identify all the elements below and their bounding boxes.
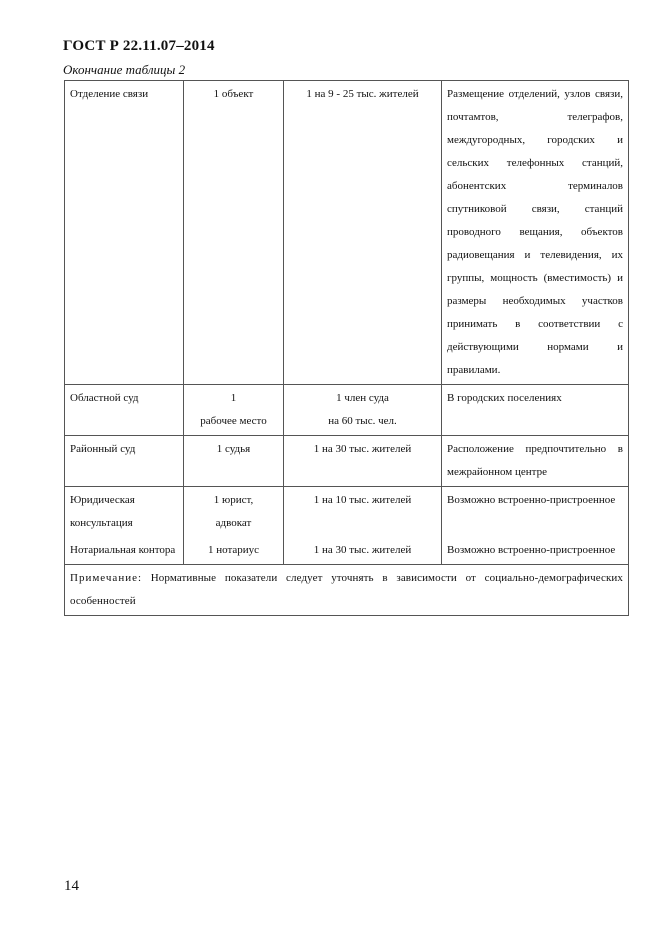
table-row bbox=[65, 487, 629, 538]
note-cell: Расположение предпочтительно в межрайонном центре bbox=[442, 436, 629, 487]
facility-name-cell: Отделение связи bbox=[65, 81, 184, 385]
note-cell: Размещение отделений, узлов связи, почтамтов, телеграфов, междугородных, городских и сельских телефонных станций, абонентских терминалов спутниковой связи, станций проводного вещания, объектов радиовещания и телевидения, их группы, мощность (вместимость) и размеры необходимых участков принимать в соответствии с действующими нормами и правилами. bbox=[442, 81, 629, 385]
table-row bbox=[65, 537, 629, 565]
unit-cell bbox=[184, 487, 284, 538]
facility-name-cell: Районный суд bbox=[65, 436, 184, 487]
footnote-text: Нормативные показатели следует уточнять в зависимости от социально-демографических особенностей bbox=[70, 572, 623, 607]
table-row bbox=[65, 436, 629, 487]
table-caption: Окончание таблицы 2 bbox=[63, 62, 186, 77]
unit-cell: 1 нотариус bbox=[184, 537, 284, 565]
unit-cell: 1 судья bbox=[184, 436, 284, 487]
unit-line: адвокат bbox=[215, 517, 252, 529]
facility-name-cell: Нотариальная контора bbox=[65, 537, 184, 565]
table-row bbox=[65, 385, 629, 436]
note-cell: Возможно встроенно-пристроенное bbox=[442, 487, 629, 538]
norm-cell: 1 на 30 тыс. жителей bbox=[284, 436, 442, 487]
norm-cell: 1 на 9 - 25 тыс. жителей bbox=[284, 81, 442, 385]
unit-cell bbox=[184, 385, 284, 436]
norm-cell: 1 на 10 тыс. жителей bbox=[284, 487, 442, 538]
unit-cell: 1 объект bbox=[184, 81, 284, 385]
norm-cell bbox=[284, 385, 442, 436]
norm-line: 1 член суда bbox=[336, 392, 389, 404]
note-cell: В городских поселениях bbox=[442, 385, 629, 436]
norms-table bbox=[64, 80, 629, 616]
table-footnote bbox=[65, 565, 629, 616]
note-cell: Возможно встроенно-пристроенное bbox=[442, 537, 629, 565]
facility-name-cell: Областной суд bbox=[65, 385, 184, 436]
footnote-label: Примечание: bbox=[70, 572, 143, 584]
table-footnote-row bbox=[65, 565, 629, 616]
document-code: ГОСТ Р 22.11.07–2014 bbox=[63, 38, 215, 54]
table-row bbox=[65, 81, 629, 385]
facility-name-cell: Юридическая консультация bbox=[65, 487, 184, 538]
norm-cell: 1 на 30 тыс. жителей bbox=[284, 537, 442, 565]
unit-line: 1 bbox=[230, 392, 237, 404]
norm-line: на 60 тыс. чел. bbox=[328, 415, 397, 427]
unit-line: 1 юрист, bbox=[213, 494, 254, 506]
page-number: 14 bbox=[64, 878, 79, 894]
unit-line: рабочее место bbox=[200, 415, 267, 427]
